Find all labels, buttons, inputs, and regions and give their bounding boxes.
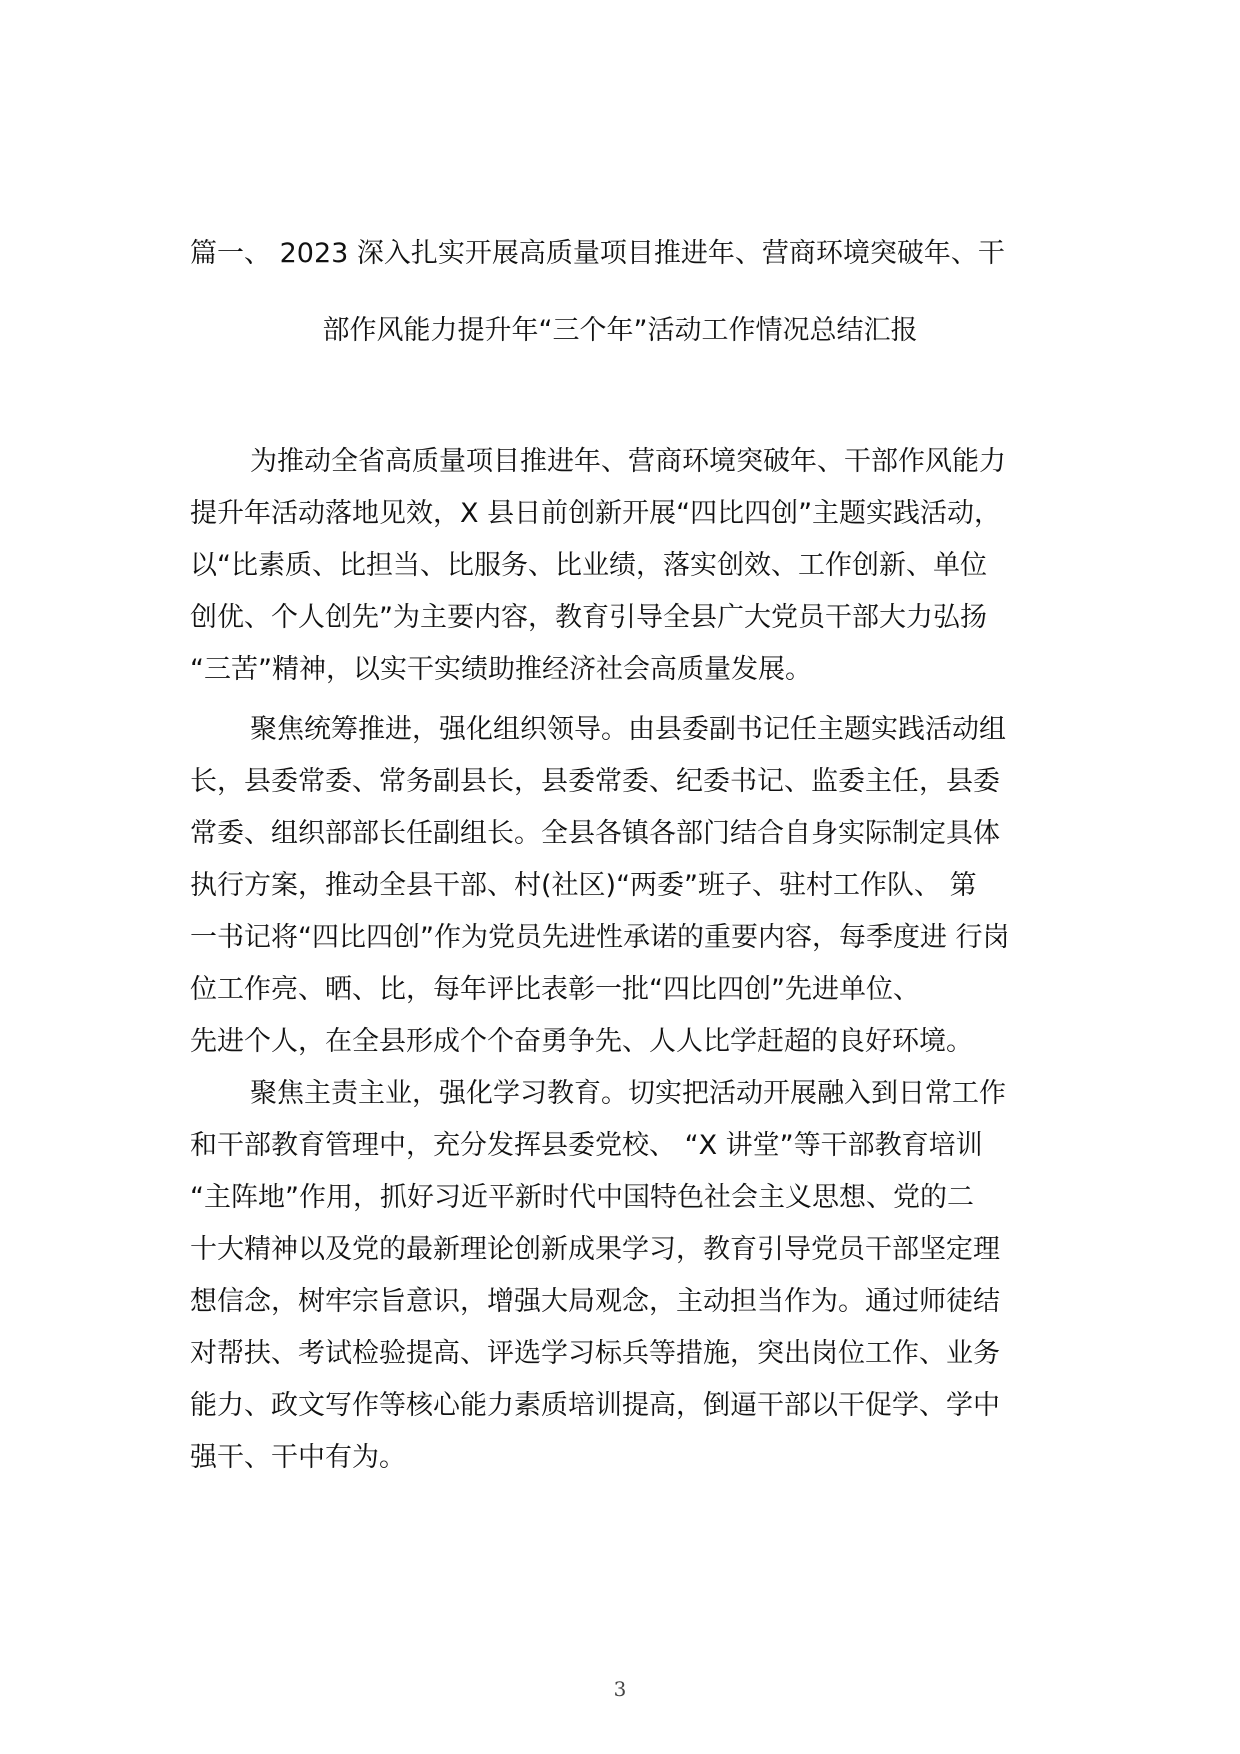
paragraph-line: 能力、政文写作等核心能力素质培训提高，倒逼干部以干促学、学中 xyxy=(190,1390,1000,1421)
paragraph-line: 想信念，树牢宗旨意识，增强大局观念，主动担当作为。通过师徒结 xyxy=(190,1286,1000,1317)
paragraph-line: 强干、干中有为。 xyxy=(190,1442,406,1473)
paragraph-line: 位工作亮、晒、比，每年评比表彰一批“四比四创”先进单位、 xyxy=(190,974,920,1005)
paragraph-line: 常委、组织部部长任副组长。全县各镇各部门结合自身实际制定具体 xyxy=(190,818,1000,849)
paragraph-line: 先进个人，在全县形成个个奋勇争先、人人比学赶超的良好环境。 xyxy=(190,1026,973,1057)
paragraph-line: 聚焦统筹推进，强化组织领导。由县委副书记任主题实践活动组 xyxy=(250,714,1006,745)
document-title-line-2: 部作风能力提升年“三个年”活动工作情况总结汇报 xyxy=(322,315,918,346)
paragraph-line: “主阵地”作用，抓好习近平新时代中国特色社会主义思想、党的二 xyxy=(190,1182,974,1213)
paragraph-line: 执行方案，推动全县干部、村(社区)“两委”班子、驻村工作队、 第 xyxy=(190,870,977,901)
paragraph-line: 聚焦主责主业，强化学习教育。切实把活动开展融入到日常工作 xyxy=(250,1078,1006,1109)
paragraph-line: 十大精神以及党的最新理论创新成果学习，教育引导党员干部坚定理 xyxy=(190,1234,1000,1265)
paragraph-line: 和干部教育管理中，充分发挥县委党校、 “X 讲堂”等干部教育培训 xyxy=(190,1130,983,1161)
paragraph-line: 一书记将“四比四创”作为党员先进性承诺的重要内容，每季度进 行岗 xyxy=(190,922,1010,953)
paragraph-line: 为推动全省高质量项目推进年、营商环境突破年、干部作风能力 xyxy=(250,446,1006,477)
paragraph-line: “三苦”精神，以实干实绩助推经济社会高质量发展。 xyxy=(190,654,812,685)
paragraph-line: 以“比素质、比担当、比服务、比业绩，落实创效、工作创新、单位 xyxy=(190,550,987,581)
document-title-line-1: 篇一、 2023 深入扎实开展高质量项目推进年、营商环境突破年、干 xyxy=(190,238,1005,269)
paragraph-line: 提升年活动落地见效，X 县日前创新开展“四比四创”主题实践活动， xyxy=(190,498,1002,529)
paragraph-line: 对帮扶、考试检验提高、评选学习标兵等措施，突出岗位工作、业务 xyxy=(190,1338,1000,1369)
page-number: 3 xyxy=(613,1677,627,1701)
paragraph-line: 创优、个人创先”为主要内容，教育引导全县广大党员干部大力弘扬 xyxy=(190,602,987,633)
paragraph-line: 长，县委常委、常务副县长，县委常委、纪委书记、监委主任，县委 xyxy=(190,766,1000,797)
